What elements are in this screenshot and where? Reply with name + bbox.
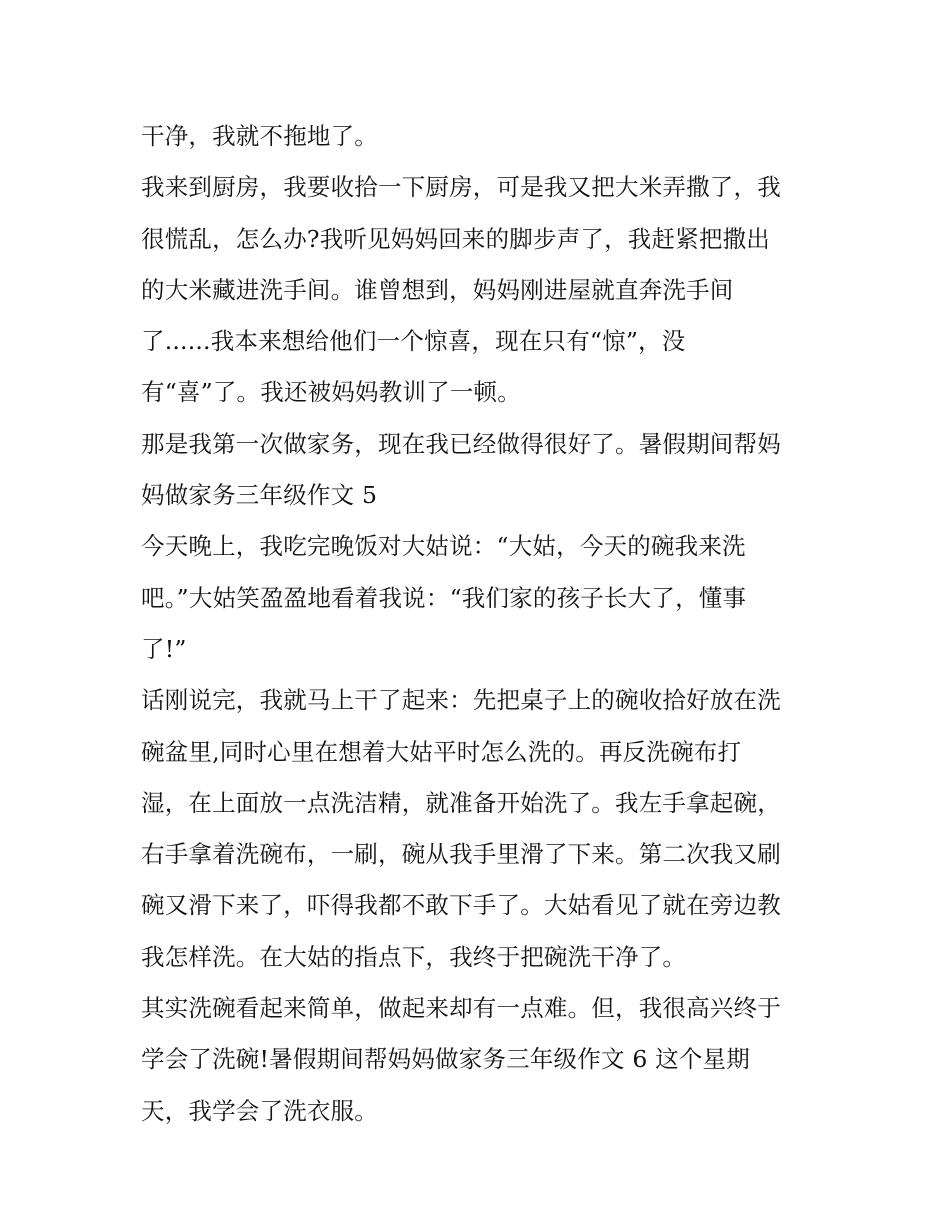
text-line: 我怎样洗。在大姑的指点下，我终于把碗洗干净了。	[141, 942, 687, 971]
text-line: 碗又滑下来了，吓得我都不敢下手了。大姑看见了就在旁边教	[141, 891, 781, 920]
text-line: 了......我本来想给他们一个惊喜，现在只有“惊”，没	[141, 327, 686, 356]
text-line: 干净，我就不拖地了。	[141, 122, 378, 150]
text-line: 很慌乱，怎么办?我听见妈妈回来的脚步声了，我赶紧把撒出	[141, 224, 770, 253]
text-line: 了!”	[141, 634, 187, 663]
text-line: 学会了洗碗!暑假期间帮妈妈做家务三年级作文 6 这个星期	[141, 1045, 750, 1074]
text-line: 湿，在上面放一点洗洁精，就准备开始洗了。我左手拿起碗，	[141, 788, 781, 817]
text-line: 碗盆里,同时心里在想着大姑平时怎么洗的。再反洗碗布打	[141, 737, 742, 766]
text-line: 话刚说完，我就马上干了起来：先把桌子上的碗收拾好放在洗	[141, 686, 781, 715]
text-line: 今天晚上，我吃完晚饭对大姑说：“大姑，今天的碗我来洗	[141, 532, 746, 561]
text-line: 右手拿着洗碗布，一刷，碗从我手里滑了下来。第二次我又刷	[141, 840, 781, 869]
text-line: 妈做家务三年级作文 5	[141, 481, 378, 510]
text-line: 我来到厨房，我要收拾一下厨房，可是我又把大米弄撒了，我	[141, 173, 781, 202]
essay-text-block	[141, 111, 821, 1137]
text-line: 的大米藏进洗手间。谁曾想到，妈妈刚进屋就直奔洗手间	[141, 275, 734, 304]
text-line: 有“喜”了。我还被妈妈教训了一顿。	[141, 378, 521, 407]
text-line: 其实洗碗看起来简单，做起来却有一点难。但，我很高兴终于	[141, 994, 781, 1023]
text-line: 天，我学会了洗衣服。	[141, 1096, 378, 1125]
text-line: 吧。”大姑笑盈盈地看着我说：“我们家的孩子长大了，懂事	[141, 583, 747, 612]
text-line: 那是我第一次做家务，现在我已经做得很好了。暑假期间帮妈	[141, 429, 781, 458]
